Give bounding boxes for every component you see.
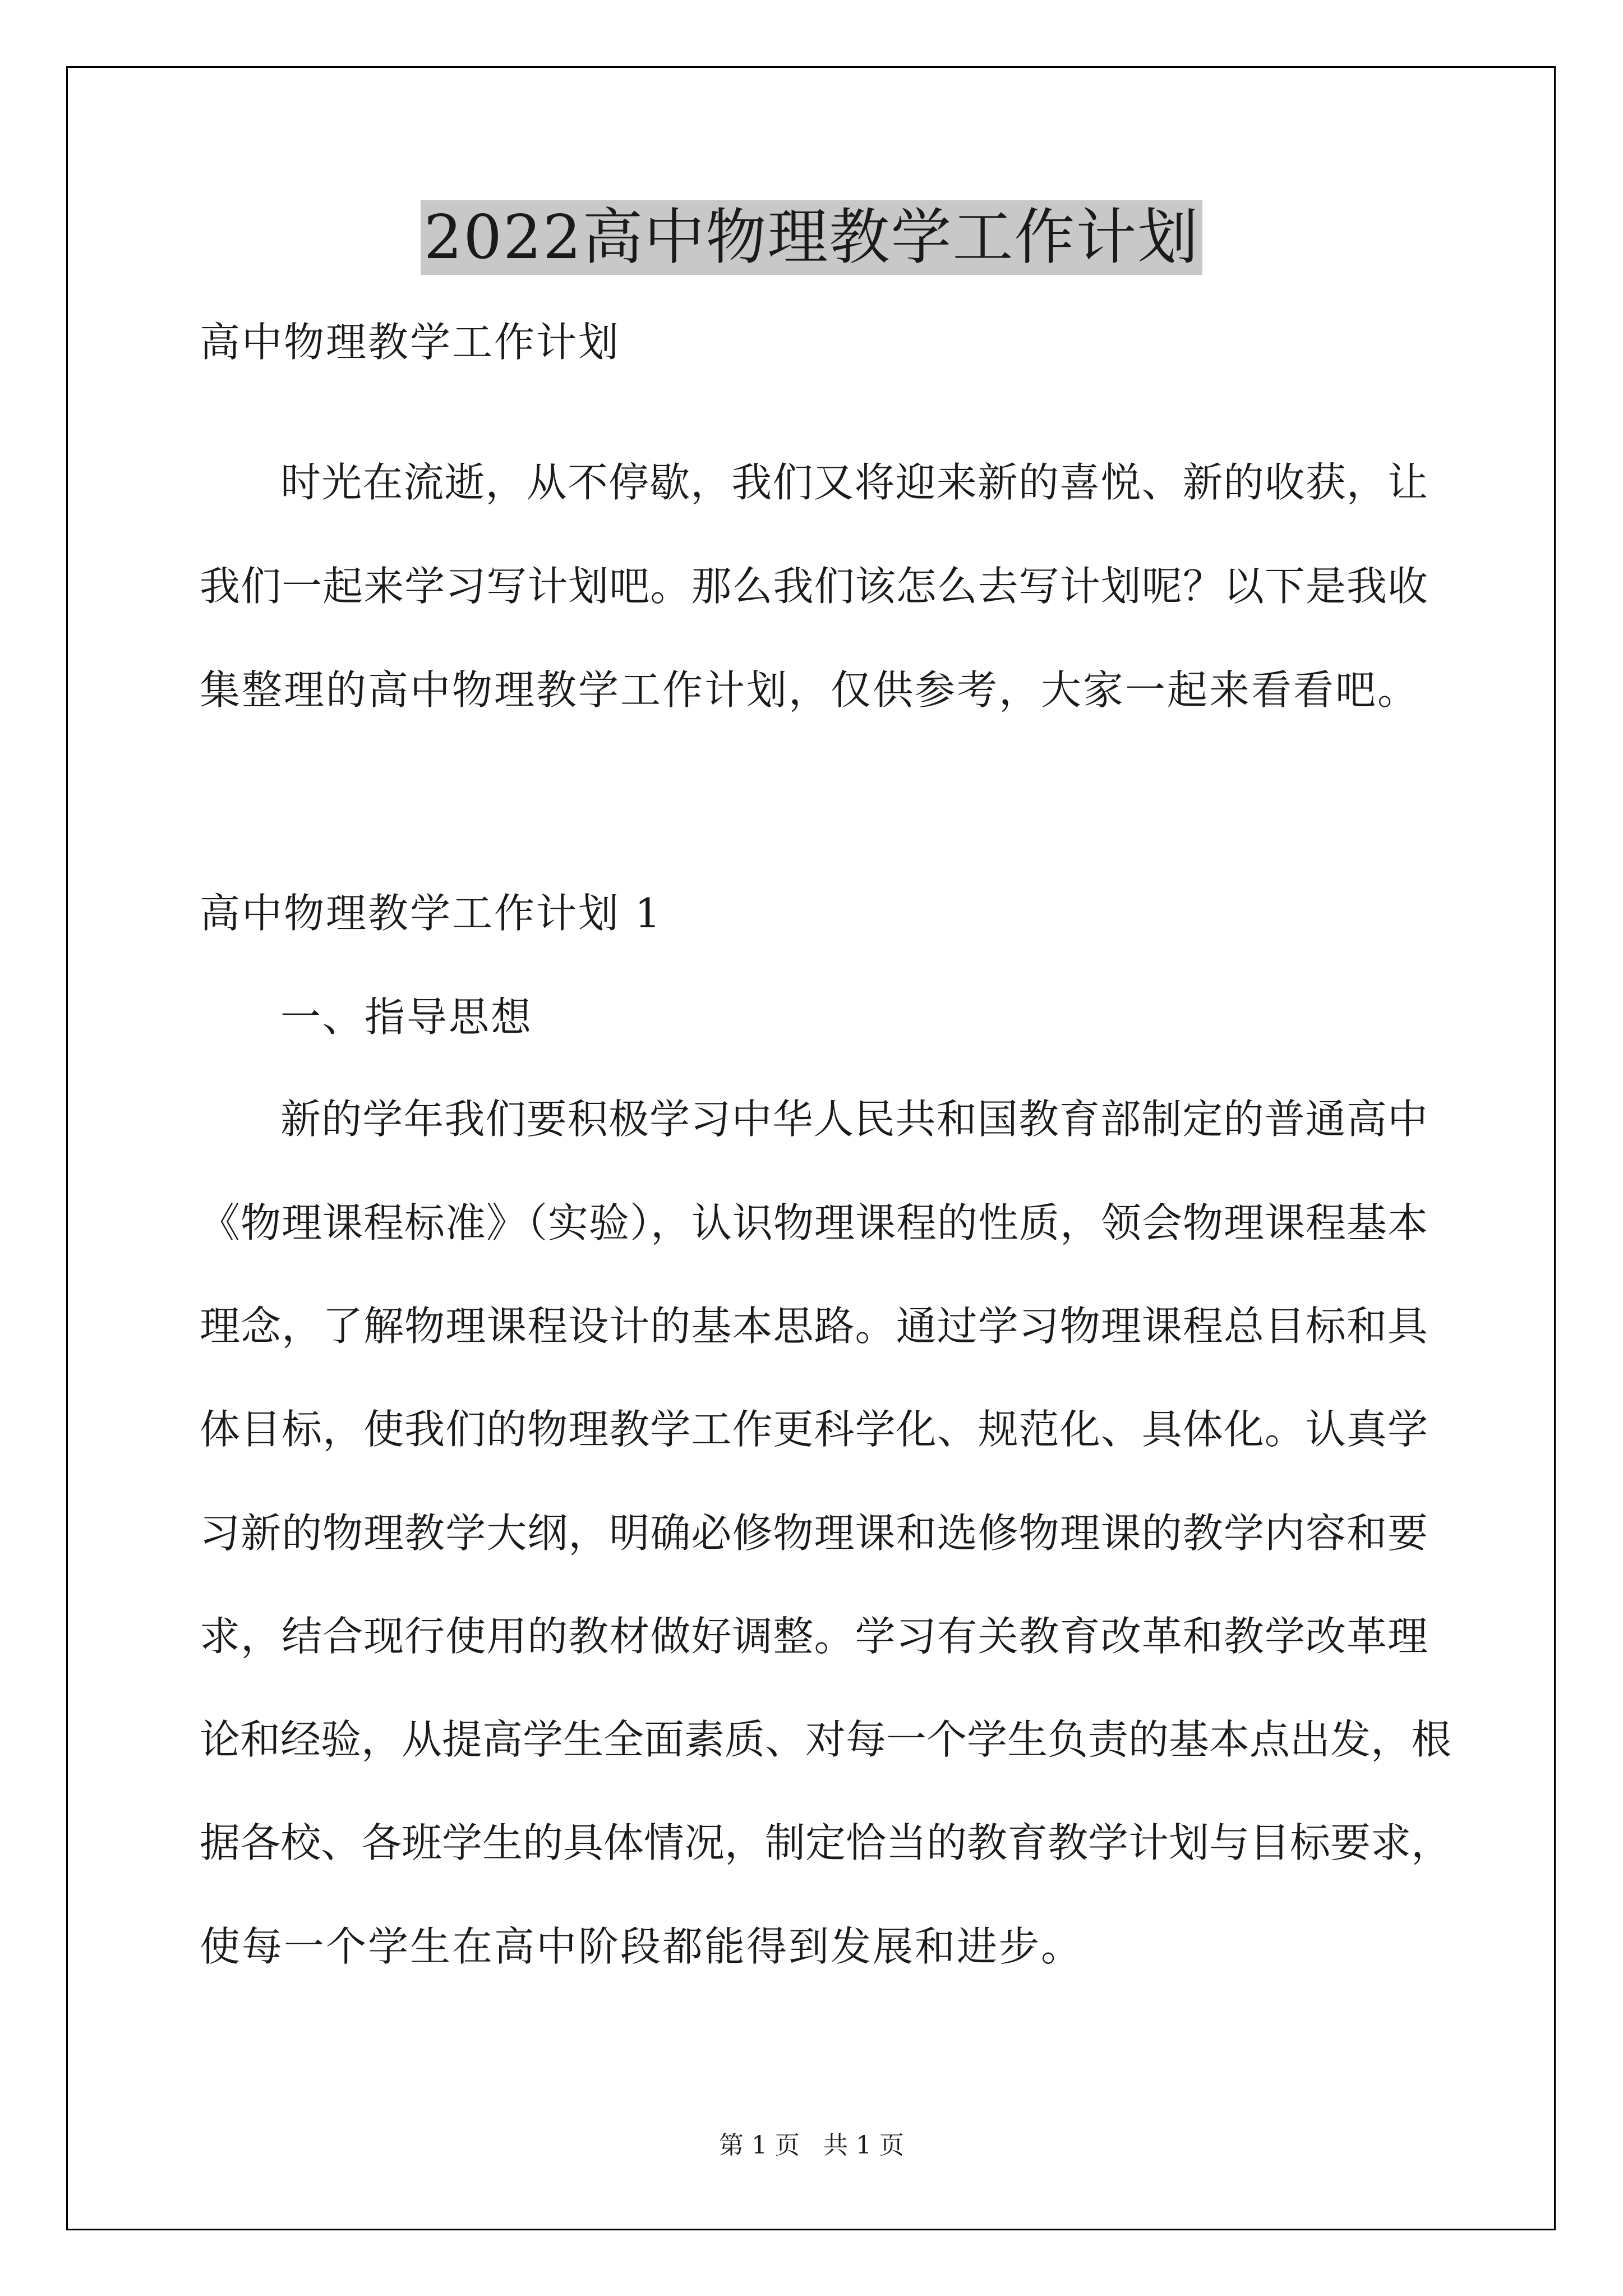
body-line: 新的学年我们要积极学习中华人民共和国教育部制定的普通高中 bbox=[280, 1096, 1428, 1143]
body-line: 习新的物理教学大纲，明确必修物理课和选修物理课的教学内容和要 bbox=[200, 1510, 1428, 1557]
section-heading: 高中物理教学工作计划 1 bbox=[200, 890, 662, 937]
intro-line: 时光在流逝，从不停歇，我们又将迎来新的喜悦、新的收获，让 bbox=[280, 459, 1428, 506]
intro-heading: 高中物理教学工作计划 bbox=[200, 319, 621, 366]
body-line: 理念，了解物理课程设计的基本思路。通过学习物理课程总目标和具 bbox=[200, 1303, 1428, 1350]
subheading: 一、指导思想 bbox=[280, 993, 533, 1041]
page-frame bbox=[66, 66, 1556, 2230]
body-line: 据各校、各班学生的具体情况，制定恰当的教育教学计划与目标要求， bbox=[200, 1819, 1452, 1866]
body-line: 论和经验，从提高学生全面素质、对每一个学生负责的基本点出发，根 bbox=[200, 1716, 1452, 1763]
intro-line: 集整理的高中物理教学工作计划，仅供参考，大家一起来看看吧。 bbox=[200, 666, 1420, 714]
body-line: 《物理课程标准》（实验），认识物理课程的性质，领会物理课程基本 bbox=[200, 1199, 1428, 1246]
page-number: 第 1 页 bbox=[719, 2131, 800, 2160]
document-title bbox=[0, 200, 1623, 276]
body-line: 求，结合现行使用的教材做好调整。学习有关教育改革和教学改革理 bbox=[200, 1613, 1428, 1660]
body-line: 体目标，使我们的物理教学工作更科学化、规范化、具体化。认真学 bbox=[200, 1406, 1428, 1453]
document-title-text: 2022高中物理教学工作计划 bbox=[421, 200, 1203, 275]
page-footer bbox=[0, 2130, 1623, 2161]
intro-line: 我们一起来学习写计划吧。那么我们该怎么去写计划呢？以下是我收 bbox=[200, 563, 1428, 610]
page-total: 共 1 页 bbox=[823, 2131, 904, 2160]
body-line: 使每一个学生在高中阶段都能得到发展和进步。 bbox=[200, 1923, 1083, 1970]
